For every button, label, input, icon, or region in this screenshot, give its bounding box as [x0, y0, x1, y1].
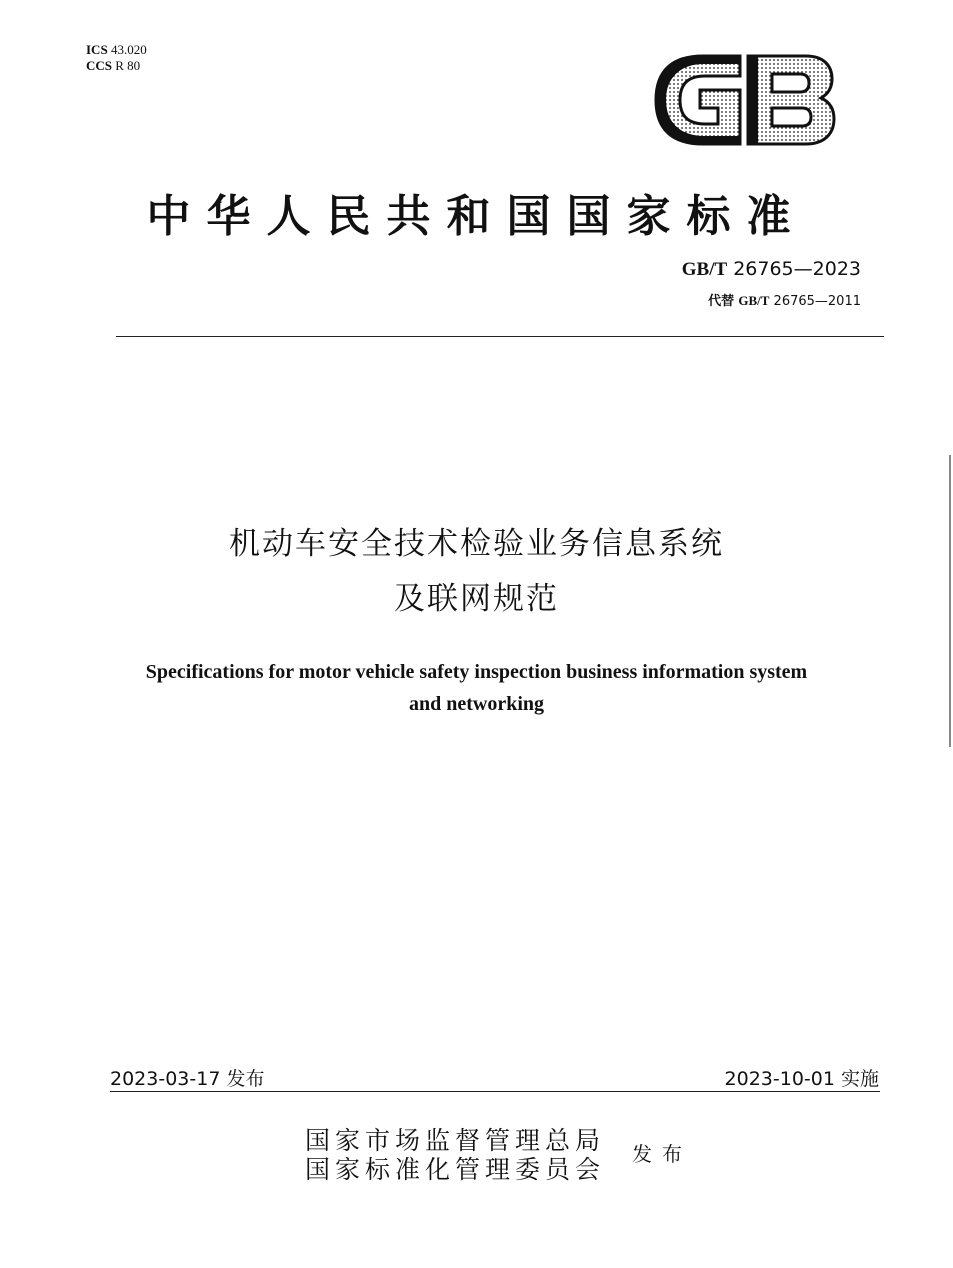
footer-divider [110, 1091, 880, 1092]
ics-label: ICS [86, 42, 108, 57]
title-en-line-2: and networking [408, 693, 545, 715]
replaces-standard [708, 290, 861, 309]
gb-logo-icon [648, 50, 838, 150]
national-standard-title: 中华人民共和国国家标准 [146, 192, 807, 241]
ccs-line [86, 58, 147, 74]
standard-number [682, 258, 861, 281]
ics-code: 43.020 [110, 42, 147, 57]
header-divider [116, 336, 884, 337]
replaces-number: 26765—2011 [773, 294, 861, 309]
replaces-prefix: GB/T [738, 293, 770, 308]
issuer-samr: 国家市场监督管理总局 [305, 1128, 606, 1155]
title-zh-line-2: 及联网规范 [394, 581, 559, 617]
ccs-code: R 80 [115, 58, 141, 73]
classification-codes [86, 42, 147, 74]
replaces-label: 代替 [708, 294, 735, 309]
standard-number-prefix: GB/T [681, 259, 728, 280]
issuer-sac: 国家标准化管理委员会 [305, 1157, 606, 1184]
page-edge-mark [949, 455, 951, 747]
issued-by-label: 发布 [632, 1142, 692, 1166]
ics-line [86, 42, 147, 58]
ccs-label: CCS [86, 58, 113, 73]
implementation-date: 2023-10-01 实施 [724, 1068, 879, 1090]
standard-number-value: 26765—2023 [733, 258, 861, 280]
issue-date: 2023-03-17 发布 [110, 1068, 265, 1090]
title-en-line-1: Specifications for motor vehicle safety inspection business information system [145, 661, 808, 683]
title-zh-line-1: 机动车安全技术检验业务信息系统 [229, 526, 724, 562]
